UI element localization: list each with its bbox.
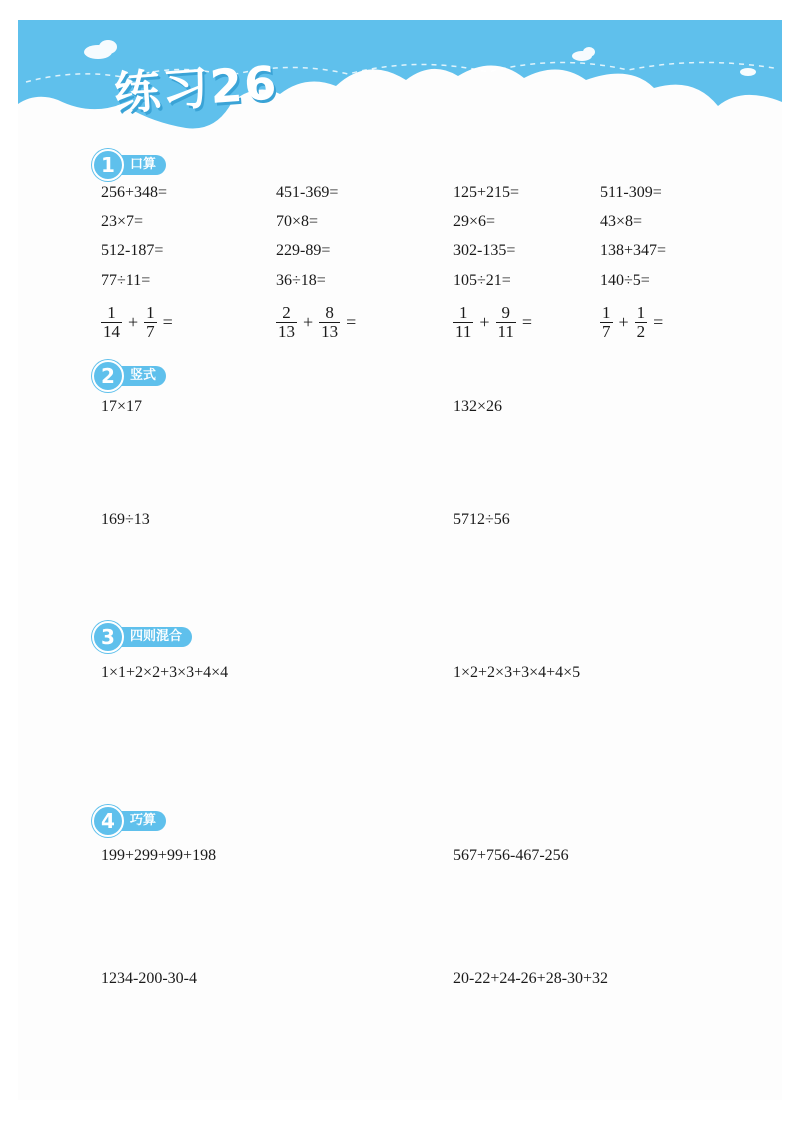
mixed-problem: 1×1+2×2+3×3+4×4 (101, 664, 229, 681)
oral-problem: 302-135= (453, 242, 516, 259)
oral-problem: 29×6= (453, 213, 496, 230)
fraction: $\frac{2}{13}$ (278, 303, 295, 341)
section-label: 四则混合 (116, 627, 192, 647)
section-badge-mixed (92, 623, 192, 651)
worksheet-page (18, 20, 782, 1100)
section-number: 2 (92, 360, 124, 392)
vertical-problem: 17×17 (101, 398, 143, 415)
oral-problem: 256+348= (101, 184, 168, 201)
fraction-problem: $\frac{1}{7}$ + $\frac{1}{2}$ = (602, 303, 664, 341)
oral-problem: 511-309= (600, 184, 662, 201)
fraction: $\frac{1}{11}$ (455, 303, 472, 341)
fraction: $\frac{1}{14}$ (103, 303, 120, 341)
oral-problem: 43×8= (600, 213, 643, 230)
section-number: 3 (92, 621, 124, 653)
fraction: $\frac{1}{2}$ (636, 303, 646, 341)
section-number: 4 (92, 805, 124, 837)
clever-problem: 199+299+99+198 (101, 847, 217, 864)
oral-problem: 105÷21= (453, 272, 511, 289)
section-badge-oral (92, 151, 166, 179)
fraction: $\frac{1}{7}$ (146, 303, 155, 341)
oral-problem: 140÷5= (600, 272, 650, 289)
mixed-problem: 1×2+2×3+3×4+4×5 (453, 664, 581, 681)
oral-problem: 23×7= (101, 213, 144, 230)
clever-problem: 1234-200-30-4 (101, 970, 197, 987)
section-badge-clever (92, 807, 166, 835)
oral-problem: 512-187= (101, 242, 164, 259)
oral-problem: 125+215= (453, 184, 520, 201)
fraction-problem: $\frac{2}{13}$ + $\frac{8}{13}$ = (278, 303, 357, 341)
oral-problem: 451-369= (276, 184, 339, 201)
oral-problem: 138+347= (600, 242, 667, 259)
oral-problem: 229-89= (276, 242, 331, 259)
oral-problem: 77÷11= (101, 272, 151, 289)
vertical-problem: 5712÷56 (453, 511, 510, 528)
page-title: 练习26 (112, 55, 280, 121)
fraction-problem: $\frac{1}{14}$ + $\frac{1}{7}$ = (103, 303, 173, 341)
clever-problem: 567+756-467-256 (453, 847, 569, 864)
fraction: $\frac{8}{13}$ (321, 303, 339, 341)
clever-problem: 20-22+24-26+28-30+32 (453, 970, 609, 987)
fraction: $\frac{1}{7}$ (602, 303, 611, 341)
oral-problem: 70×8= (276, 213, 319, 230)
section-label: 竖式 (116, 366, 166, 386)
vertical-problem: 169÷13 (101, 511, 150, 528)
fraction: $\frac{9}{11}$ (497, 303, 514, 341)
oral-problem: 36÷18= (276, 272, 326, 289)
fraction-problem: $\frac{1}{11}$ + $\frac{9}{11}$ = (455, 303, 533, 341)
section-label: 口算 (116, 155, 166, 175)
vertical-problem: 132×26 (453, 398, 503, 415)
section-number: 1 (92, 149, 124, 181)
section-badge-vertical (92, 362, 166, 390)
section-label: 巧算 (116, 811, 166, 831)
title-banner (18, 20, 782, 150)
